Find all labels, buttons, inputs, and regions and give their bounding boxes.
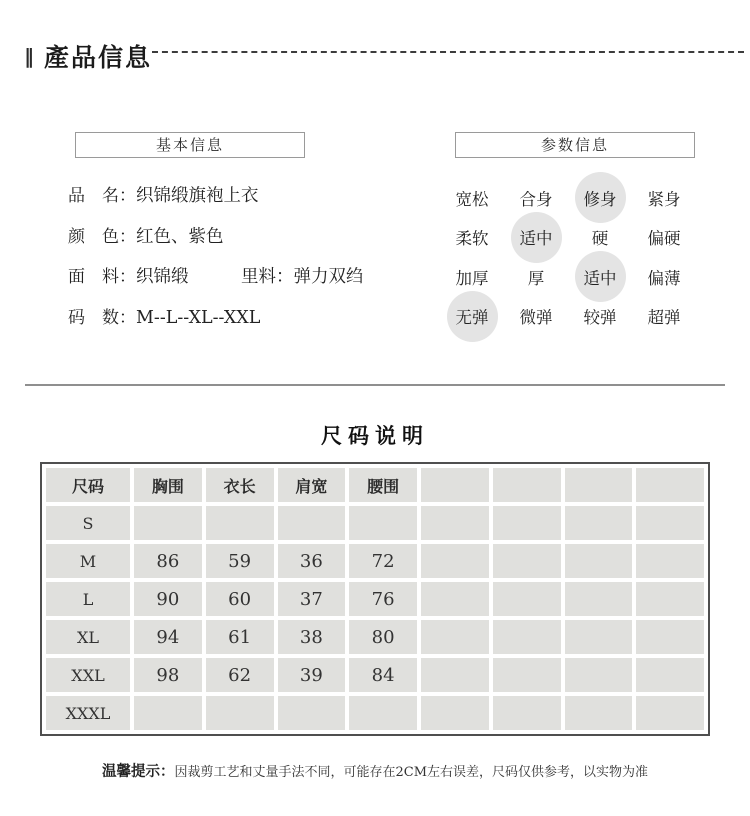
size-value-cell: 76 [349, 582, 417, 616]
size-value-cell [134, 696, 202, 730]
size-value-cell [565, 658, 633, 692]
field-label: 码 数： [68, 307, 136, 328]
size-chart-header-cell: 腰围 [349, 468, 417, 502]
size-value-cell: 36 [278, 544, 346, 578]
size-value-cell [636, 506, 704, 540]
size-chart-row [46, 582, 704, 616]
param-option-label: 适中 [583, 268, 617, 288]
size-value-cell [636, 544, 704, 578]
size-chart-header-row [46, 468, 704, 502]
field-label: 颜 色： [68, 226, 136, 247]
size-value-cell [421, 544, 489, 578]
param-option [632, 257, 696, 297]
size-value-cell [493, 582, 561, 616]
size-chart-row [46, 506, 704, 540]
param-option [632, 218, 696, 258]
size-value-cell [421, 620, 489, 654]
size-label-cell: XXXL [46, 696, 130, 730]
size-value-cell [493, 620, 561, 654]
size-value-cell: 59 [206, 544, 274, 578]
size-chart-header-cell: 衣长 [206, 468, 274, 502]
basic-info-box-title: 基本信息 [75, 132, 305, 158]
basic-info-row [68, 257, 398, 298]
size-value-cell [421, 582, 489, 616]
param-option-label: 偏薄 [647, 268, 681, 288]
basic-info-section [68, 176, 398, 338]
field-label: 品 名： [68, 186, 136, 206]
size-value-cell [565, 506, 633, 540]
size-value-cell [565, 696, 633, 730]
param-info-box-title: 参数信息 [455, 132, 695, 158]
size-label-cell: L [46, 582, 130, 616]
field-value: 织锦缎 里料：弹力双绉 [136, 267, 364, 287]
size-value-cell [278, 696, 346, 730]
size-label-cell: XXL [46, 658, 130, 692]
size-value-cell [565, 620, 633, 654]
param-option [504, 257, 568, 297]
size-chart-header-cell [636, 468, 704, 502]
field-value: M--L--XL--XXL [136, 307, 261, 328]
param-option-label: 微弹 [519, 308, 553, 328]
param-option-label: 超弹 [647, 308, 681, 328]
size-chart-header-cell [565, 468, 633, 502]
size-value-cell [636, 696, 704, 730]
param-option-label: 修身 [583, 189, 617, 209]
size-value-cell [493, 544, 561, 578]
footer-note-text: 因裁剪工艺和丈量手法不同，可能存在2CM左右误差，尺码仅供参考，以实物为准 [174, 765, 649, 780]
param-option [632, 297, 696, 337]
size-chart-header-cell [493, 468, 561, 502]
size-chart-row [46, 658, 704, 692]
size-value-cell [421, 506, 489, 540]
title-double-bar-icon: ‖ [24, 44, 34, 68]
size-chart-header-cell: 尺码 [46, 468, 130, 502]
param-option [504, 218, 568, 258]
size-value-cell [349, 696, 417, 730]
param-option-label: 合身 [519, 189, 553, 209]
size-value-cell: 38 [278, 620, 346, 654]
size-value-cell: 60 [206, 582, 274, 616]
size-chart-row [46, 544, 704, 578]
size-value-cell: 90 [134, 582, 202, 616]
param-option-label: 紧身 [647, 189, 681, 209]
param-option [440, 218, 504, 258]
size-chart-row [46, 620, 704, 654]
size-value-cell: 62 [206, 658, 274, 692]
size-label-cell: XL [46, 620, 130, 654]
size-value-cell: 84 [349, 658, 417, 692]
param-option-label: 柔软 [455, 229, 489, 249]
size-value-cell: 61 [206, 620, 274, 654]
size-value-cell: 86 [134, 544, 202, 578]
size-chart-header-cell: 肩宽 [278, 468, 346, 502]
size-value-cell: 94 [134, 620, 202, 654]
param-option-label: 硬 [591, 229, 609, 249]
param-option-label: 宽松 [455, 189, 489, 209]
param-option [504, 297, 568, 337]
param-option [568, 257, 632, 297]
size-value-cell [278, 506, 346, 540]
size-value-cell: 98 [134, 658, 202, 692]
param-option [632, 178, 696, 218]
param-info-grid [440, 178, 696, 336]
field-value: 织锦缎旗袍上衣 [136, 186, 259, 206]
page-title: 產品信息 [44, 43, 153, 72]
size-label-cell: S [46, 506, 130, 540]
size-value-cell [565, 582, 633, 616]
size-value-cell [206, 506, 274, 540]
size-value-cell [636, 620, 704, 654]
param-option [568, 178, 632, 218]
size-chart-header-cell: 胸围 [134, 468, 202, 502]
size-chart-header-cell [421, 468, 489, 502]
footer-note-prefix: 温馨提示： [101, 763, 175, 780]
size-value-cell [565, 544, 633, 578]
dashed-divider [152, 51, 744, 53]
section-divider [25, 384, 725, 386]
size-label-cell: M [46, 544, 130, 578]
param-option-label: 适中 [519, 229, 553, 249]
size-value-cell [636, 658, 704, 692]
param-option-label: 厚 [527, 268, 545, 288]
size-value-cell [134, 506, 202, 540]
size-value-cell [421, 658, 489, 692]
size-value-cell: 80 [349, 620, 417, 654]
size-chart-table [40, 462, 710, 736]
size-value-cell [493, 696, 561, 730]
size-chart-title: 尺码说明 [321, 423, 429, 448]
param-option [440, 297, 504, 337]
footer-note [0, 760, 750, 781]
param-option-label: 较弹 [583, 308, 617, 328]
field-value: 红色、紫色 [136, 226, 224, 247]
param-option [568, 297, 632, 337]
param-option-label: 无弹 [455, 308, 489, 328]
param-option [440, 178, 504, 218]
size-value-cell: 72 [349, 544, 417, 578]
field-label: 面 料： [68, 267, 136, 287]
basic-info-row [68, 217, 398, 258]
param-option-label: 加厚 [455, 268, 489, 288]
size-value-cell [493, 506, 561, 540]
size-value-cell: 37 [278, 582, 346, 616]
param-option-label: 偏硬 [647, 229, 681, 249]
size-chart-row [46, 696, 704, 730]
basic-info-row [68, 298, 398, 339]
size-value-cell [493, 658, 561, 692]
size-value-cell [349, 506, 417, 540]
size-value-cell [636, 582, 704, 616]
size-value-cell [421, 696, 489, 730]
basic-info-row [68, 176, 398, 217]
size-value-cell [206, 696, 274, 730]
size-value-cell: 39 [278, 658, 346, 692]
